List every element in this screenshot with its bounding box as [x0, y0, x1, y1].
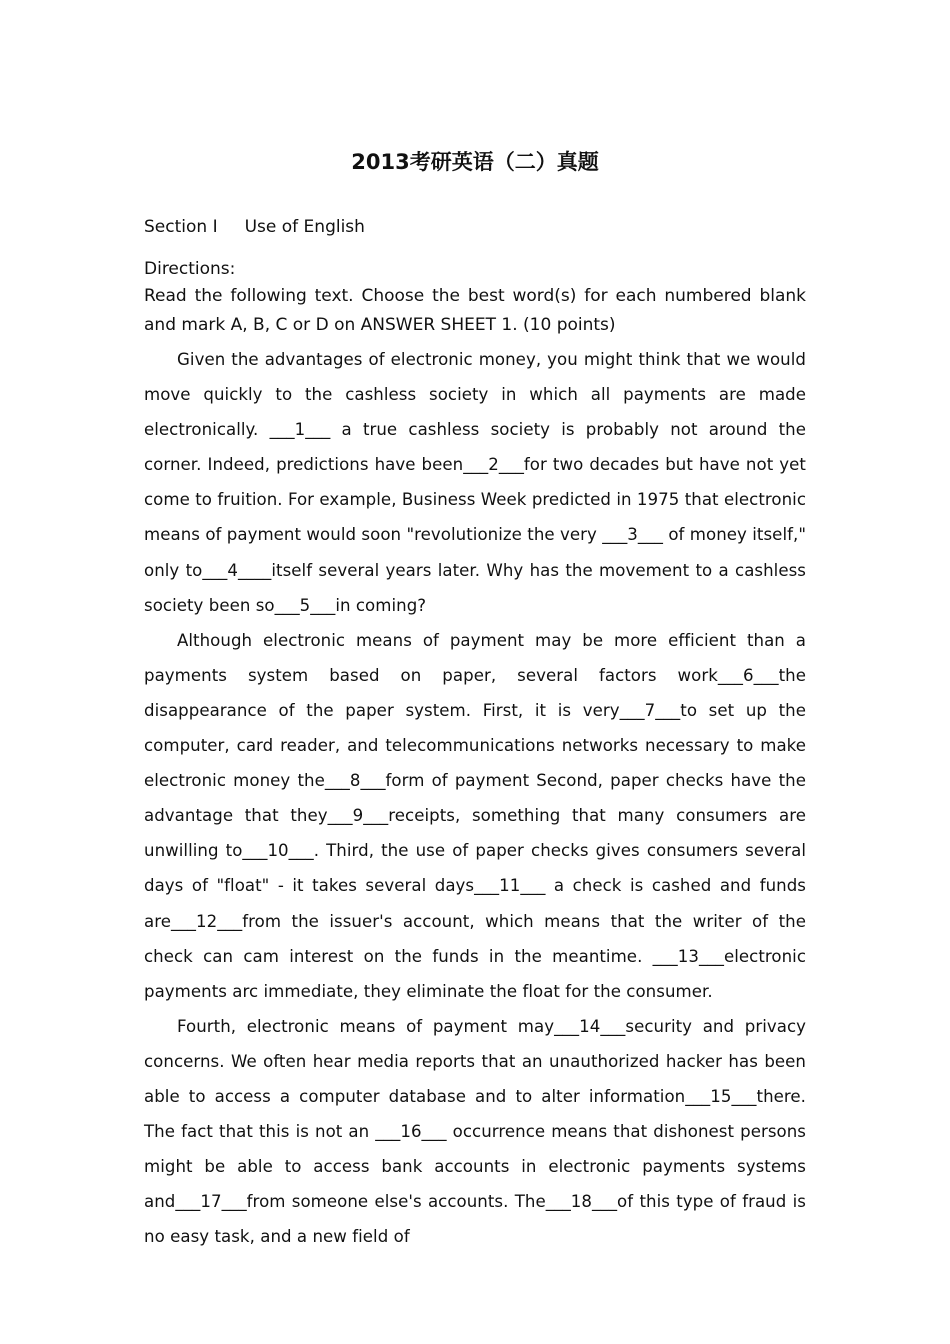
page-title: 2013考研英语（二）真题 [351, 150, 599, 174]
passage-paragraph-3: Fourth, electronic means of payment may___14___security and privacy concerns. We often hear media reports that an unauthorized hacker has been able to access a computer database and to alter information___15___there. The fact that this is not an ___16___ occurrence means that dishonest persons might be able to access bank accounts in electronic payments systems and___17___from someone else's accounts. The___18___of this type of fraud is no easy task, and a new field of [144, 1016, 806, 1247]
directions-label: Directions: [144, 259, 236, 279]
reading-passage [144, 342, 806, 1254]
passage-paragraph-2: Although electronic means of payment may be more efficient than a payments system based on paper, several factors work___6___the disappearance of the paper system. First, it is very___7___to set up the computer, card reader, and telecommunications networks necessary to make electronic money the___8___form of payment Second, paper checks have the advantage that they___9___receipts, something that many consumers are unwilling to___10___. Third, the use of paper checks gives consumers several days of "float" - it takes several days___11___ a check is cashed and funds are___12___from the issuer's account, which means that the writer of the check can cam interest on the funds in the meantime. ___13___electronic payments arc immediate, they eliminate the float for the consumer. [144, 630, 806, 1001]
passage-paragraph-1: Given the advantages of electronic money, you might think that we would move quickly to the cashless society in which all payments are made electronically. ___1___ a true cashless society is probably not around the corner. Indeed, predictions have been___2___for two decades but have not yet come to fruition. For example, Business Week predicted in 1975 that electronic means of payment would soon "revolutionize the very ___3___ of money itself," only to___4____itself several years later. Why has the movement to a cashless society been so___5___in coming? [144, 350, 806, 615]
section-heading: Section I Use of English [144, 217, 365, 237]
directions-text: Read the following text. Choose the best word(s) for each numbered blank and mark A, B, C or D on ANSWER SHEET 1. (10 points) [144, 286, 806, 335]
